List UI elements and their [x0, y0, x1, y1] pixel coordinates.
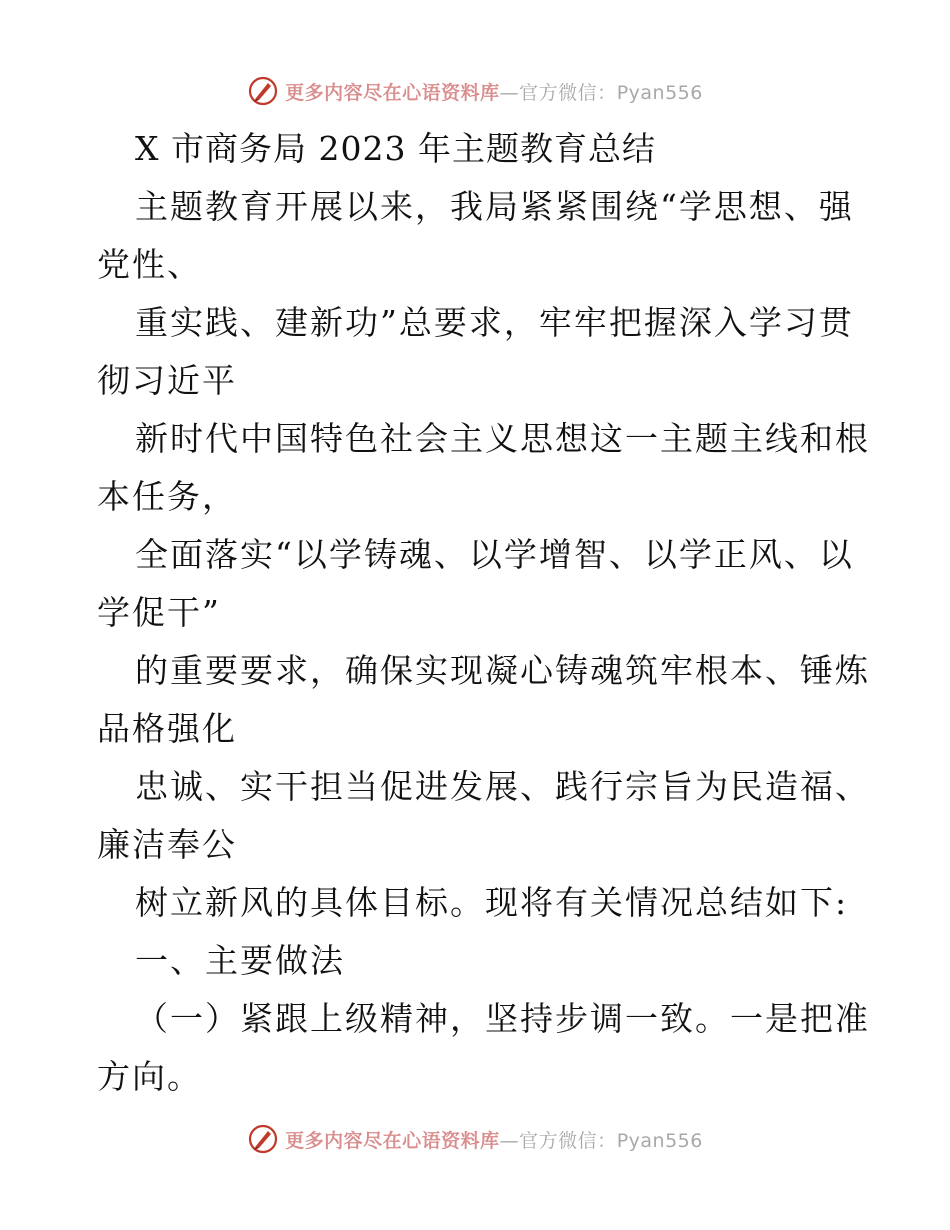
paragraph-line: 忠诚、实干担当促进发展、践行宗旨为民造福、 [135, 767, 870, 806]
paragraph-line: 方向。 [97, 1057, 202, 1096]
paragraph-line: 品格强化 [97, 709, 237, 748]
paragraph-line: 的重要要求，确保实现凝心铸魂筑牢根本、锤炼 [135, 651, 870, 690]
paragraph-line: 主题教育开展以来，我局紧紧围绕“学思想、强 [135, 187, 854, 226]
paragraph-line: 新时代中国特色社会主义思想这一主题主线和根 [135, 419, 870, 458]
quill-pen-logo-icon [247, 75, 279, 107]
paragraph-line: 党性、 [97, 245, 202, 284]
paragraph-line: 学促干” [97, 593, 221, 632]
section-heading: 一、主要做法 [135, 941, 345, 980]
header-watermark-banner [0, 71, 950, 111]
watermark-text: 更多内容尽在心语资料库—官方微信：Pyan556 [285, 1129, 703, 1152]
paragraph-line: 全面落实“以学铸魂、以学增智、以学正风、以 [135, 535, 854, 574]
subsection-line: （一）紧跟上级精神，坚持步调一致。一是把准 [135, 999, 870, 1038]
paragraph-line: 本任务， [97, 477, 237, 516]
footer-watermark-banner [0, 1119, 950, 1159]
quill-pen-logo-icon [247, 1123, 279, 1155]
document-body [97, 120, 870, 1106]
paragraph-line: 彻习近平 [97, 361, 237, 400]
paragraph-line: 重实践、建新功”总要求，牢牢把握深入学习贯 [135, 303, 854, 342]
watermark-text: 更多内容尽在心语资料库—官方微信：Pyan556 [285, 81, 703, 104]
document-title: X 市商务局 2023 年主题教育总结 [135, 129, 656, 168]
paragraph-line: 树立新风的具体目标。现将有关情况总结如下: [135, 883, 849, 922]
paragraph-line: 廉洁奉公 [97, 825, 237, 864]
